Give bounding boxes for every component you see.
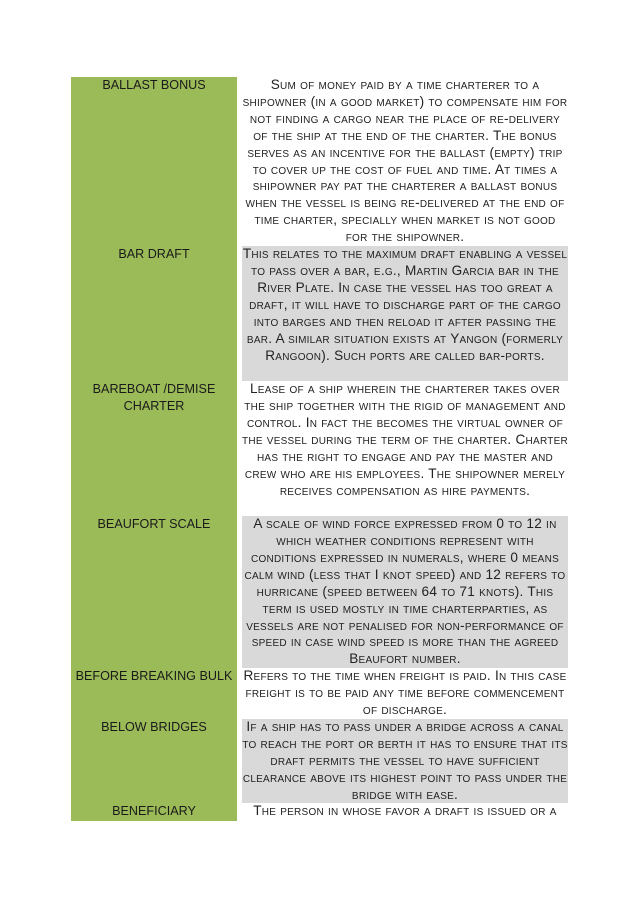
glossary-definition: Lease of a ship wherein the charterer takes over the ship together with the rigid of management and control. In fact the becomes the virtual owner of the vessel during the term of the charter. Charter has the right to engage and pay the master and crew who are his employees. The shipowner merely receives compensation as hire payments. (242, 381, 568, 516)
glossary-term: BAR DRAFT (71, 246, 237, 381)
glossary-term: BAREBOAT /DEMISE CHARTER (71, 381, 237, 516)
glossary-table (71, 77, 568, 821)
glossary-definition: The person in whose favor a draft is issued or a (242, 803, 568, 821)
glossary-term: BEAUFORT SCALE (71, 516, 237, 668)
glossary-row (71, 803, 568, 821)
glossary-term: BENEFICIARY (71, 803, 237, 821)
glossary-definition: A scale of wind force expressed from 0 to 12 in which weather conditions represent with conditions expressed in numerals, where 0 means calm wind (less that I knot speed) and 12 refers to hurricane (speed between 64 to 71 knots). This term is used mostly in time charterparties, as vessels are not penalised for non-performance of speed in case wind speed is more than the agreed Beaufort number. (242, 516, 568, 668)
glossary-term: BELOW BRIDGES (71, 719, 237, 804)
glossary-row (71, 516, 568, 668)
glossary-definition: This relates to the maximum draft enabling a vessel to pass over a bar, e.g., Martin Garcia bar in the River Plate. In case the vessel has too great a draft, it will have to discharge part of the cargo into barges and then reload it after passing the bar. A similar situation exists at Yangon (formerly Rangoon). Such ports are called bar-ports. (242, 246, 568, 381)
glossary-definition: If a ship has to pass under a bridge across a canal to reach the port or berth it has to ensure that its draft permits the vessel to have sufficient clearance above its highest point to pass under the bridge with ease. (242, 718, 568, 802)
glossary-term: BALLAST BONUS (71, 77, 237, 246)
glossary-row (71, 668, 568, 719)
glossary-row (71, 246, 568, 381)
glossary-definition: Refers to the time when freight is paid. In this case freight is to be paid any time before commencement of discharge. (243, 668, 567, 718)
glossary-row (71, 77, 568, 246)
glossary-row (71, 719, 568, 804)
glossary-row (71, 381, 568, 516)
glossary-definition: Sum of money paid by a time charterer to a shipowner (in a good market) to compensate him for not finding a cargo near the place of re-delivery of the ship at the end of the charter. The bonus serves as an incentive for the ballast (empty) trip to cover up the cost of fuel and time. At times a shipowner pay pat the charterer a ballast bonus when the vessel is being re-delivered at the end of time charter, specially when market is not good for the shipowner. (242, 77, 568, 245)
glossary-term: BEFORE BREAKING BULK (71, 668, 237, 719)
